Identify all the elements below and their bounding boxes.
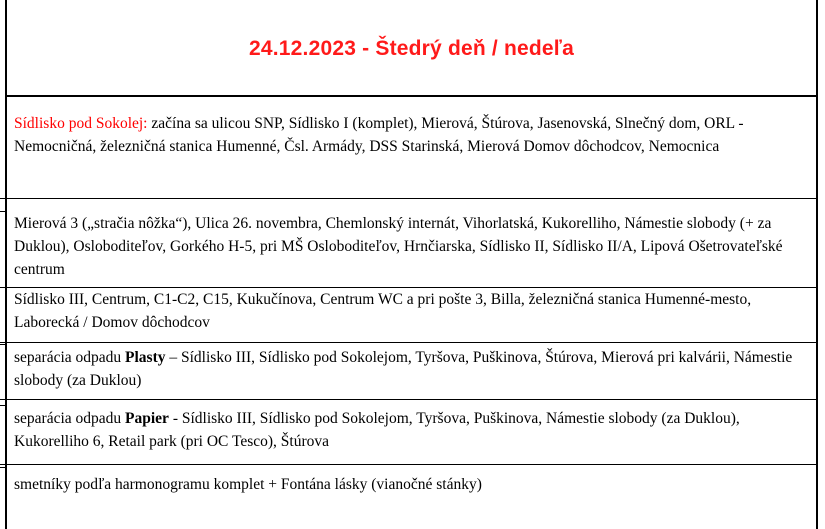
waste-type: Plasty bbox=[125, 349, 166, 366]
area-name: Sídlisko pod Sokolej: bbox=[14, 115, 148, 132]
table-row bbox=[7, 407, 816, 453]
row-text: Mierová 3 („stračia nôžka“), Ulica 26. novembra, Chemlonský internát, Vihorlatská, Kukorelliho, Námestie slobody (+ za Duklou), Osloboditeľov, Gorkého H-5, pri MŠ Osloboditeľov, Hrnčiarska, Sídlisko II, Sídlisko II/A, Lipová Ošetrovateľské centrum bbox=[14, 215, 783, 278]
page-title: 24.12.2023 - Štedrý deň / nedeľa bbox=[249, 36, 574, 60]
table-row bbox=[7, 288, 816, 334]
row-prefix: separácia odpadu bbox=[14, 410, 126, 427]
row-text: Sídlisko III, Centrum, C1-C2, C15, Kukučínova, Centrum WC a pri pošte 3, Billa, železničná stanica Humenné-mesto, Laborecká / Domov dôchodcov bbox=[14, 291, 752, 331]
row-tick bbox=[0, 211, 5, 212]
table-row bbox=[7, 112, 816, 158]
table-right-border bbox=[816, 0, 818, 529]
row-text: začína sa ulicou SNP, Sídlisko I (komplet), Mierová, Štúrova, Jasenovská, Slnečný dom, ORL - Nemocničná, železničná stanica Humenné, Čsl. Armády, DSS Starinská, Mierová Domov dôchodcov, Nemocnica bbox=[14, 115, 744, 155]
table-row bbox=[7, 212, 816, 281]
row-text: - Sídlisko III, Sídlisko pod Sokolejom, Tyršova, Puškinova, Námestie slobody (za Duklou), Kukorelliho 6, Retail park (pri OC Tesco), Štúrova bbox=[14, 410, 740, 450]
row-tick bbox=[0, 467, 5, 468]
waste-type: Papier bbox=[125, 410, 169, 427]
table-row bbox=[7, 346, 816, 392]
row-tick bbox=[0, 405, 5, 406]
row-tick bbox=[0, 344, 5, 345]
row-divider bbox=[0, 464, 816, 465]
row-divider bbox=[0, 198, 816, 199]
title-row bbox=[7, 0, 816, 97]
row-text: smetníky podľa harmonogramu komplet + Fontána lásky (vianočné stánky) bbox=[14, 476, 482, 493]
row-text: – Sídlisko III, Sídlisko pod Sokolejom, Tyršova, Puškinova, Štúrova, Mierová pri kalvárii, Námestie slobody (za Duklou) bbox=[14, 349, 793, 389]
row-prefix: separácia odpadu bbox=[14, 349, 126, 366]
table-row bbox=[7, 473, 816, 496]
row-divider bbox=[0, 342, 816, 343]
row-divider bbox=[0, 399, 816, 400]
